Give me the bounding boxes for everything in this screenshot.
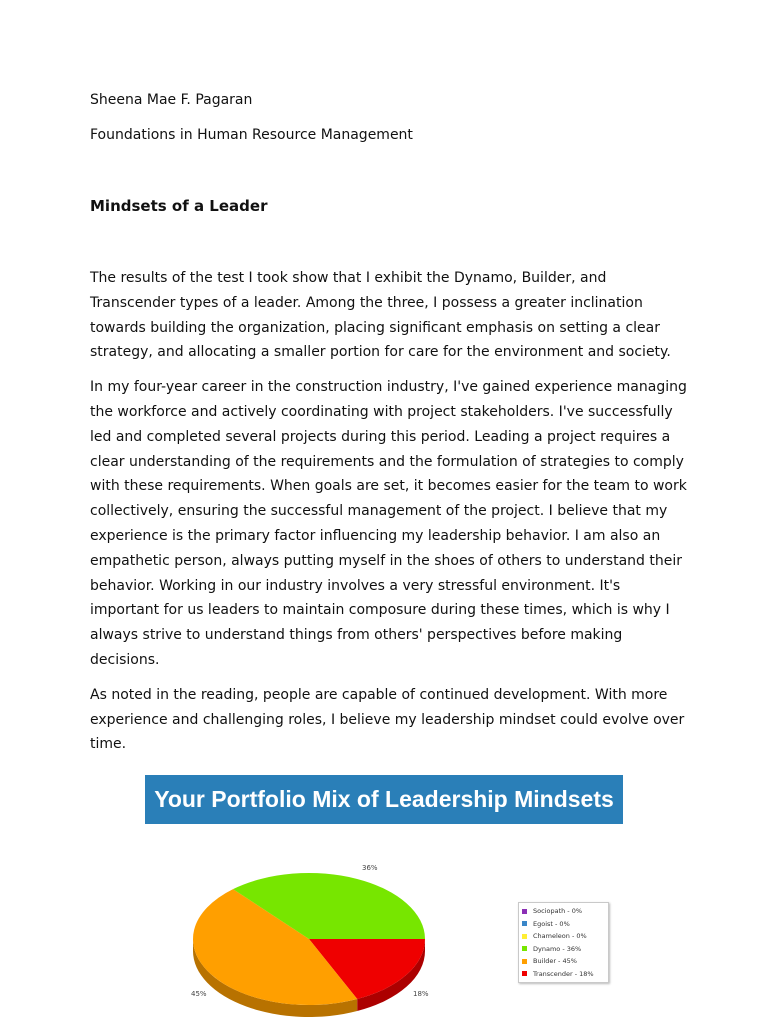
- legend-item-builder: [522, 955, 605, 968]
- legend-swatch: [522, 909, 527, 914]
- legend-swatch: [522, 946, 527, 951]
- legend-swatch: [522, 934, 527, 939]
- pie-label-builder: 45%: [191, 990, 207, 998]
- chart-legend: [518, 902, 609, 983]
- document-body: [90, 91, 690, 757]
- pie-label-transcender: 18%: [413, 990, 429, 998]
- pie-label-dynamo: 36%: [362, 864, 378, 872]
- legend-item-dynamo: [522, 943, 605, 956]
- legend-label: Builder - 45%: [533, 957, 577, 965]
- paragraph-2: In my four-year career in the construction industry, I've gained experience managing the workforce and actively coordinating with project stakeholders. I've successfully led and completed several projects during this period. Leading a project requires a clear understanding of the requirements and the formulation of strategies to comply with these requirements. When goals are set, it becomes easier for the team to work collectively, ensuring the successful management of the project. I believe that my experience is the primary factor influencing my leadership behavior. I am also an empathetic person, always putting myself in the shoes of others to understand their behavior. Working in our industry involves a very stressful environment. It's important for us leaders to maintain composure during these times, which is why I always strive to understand things from others' perspectives before making decisions.: [90, 379, 687, 668]
- legend-item-sociopath: [522, 905, 605, 918]
- course-name: Foundations in Human Resource Management: [90, 127, 413, 143]
- legend-swatch: [522, 959, 527, 964]
- paragraph-1: The results of the test I took show that I exhibit the Dynamo, Builder, and Transcender types of a leader. Among the three, I possess a greater inclination towards building the organization, placing significant emphasis on setting a clear strategy, and allocating a smaller portion for care for the environment and society.: [90, 270, 671, 361]
- legend-item-transcender: [522, 968, 605, 981]
- legend-label: Egoist - 0%: [533, 919, 570, 928]
- legend-item-egoist: [522, 918, 605, 931]
- author-name: Sheena Mae F. Pagaran: [90, 92, 253, 108]
- paragraph-3: As noted in the reading, people are capable of continued development. With more experience and challenging roles, I believe my leadership mindset could evolve over time.: [90, 686, 685, 753]
- legend-label: Sociopath - 0%: [533, 907, 583, 915]
- legend-label: Transcender - 18%: [533, 969, 594, 978]
- legend-label: Chameleon - 0%: [533, 932, 587, 940]
- legend-swatch: [522, 971, 527, 976]
- legend-swatch: [522, 921, 527, 926]
- chart-title-banner: Your Portfolio Mix of Leadership Mindsets: [145, 775, 623, 824]
- pie-slices: [193, 873, 425, 1005]
- legend-item-chameleon: [522, 930, 605, 943]
- essay-title: Mindsets of a Leader: [90, 197, 268, 215]
- legend-label: Dynamo - 36%: [533, 944, 582, 953]
